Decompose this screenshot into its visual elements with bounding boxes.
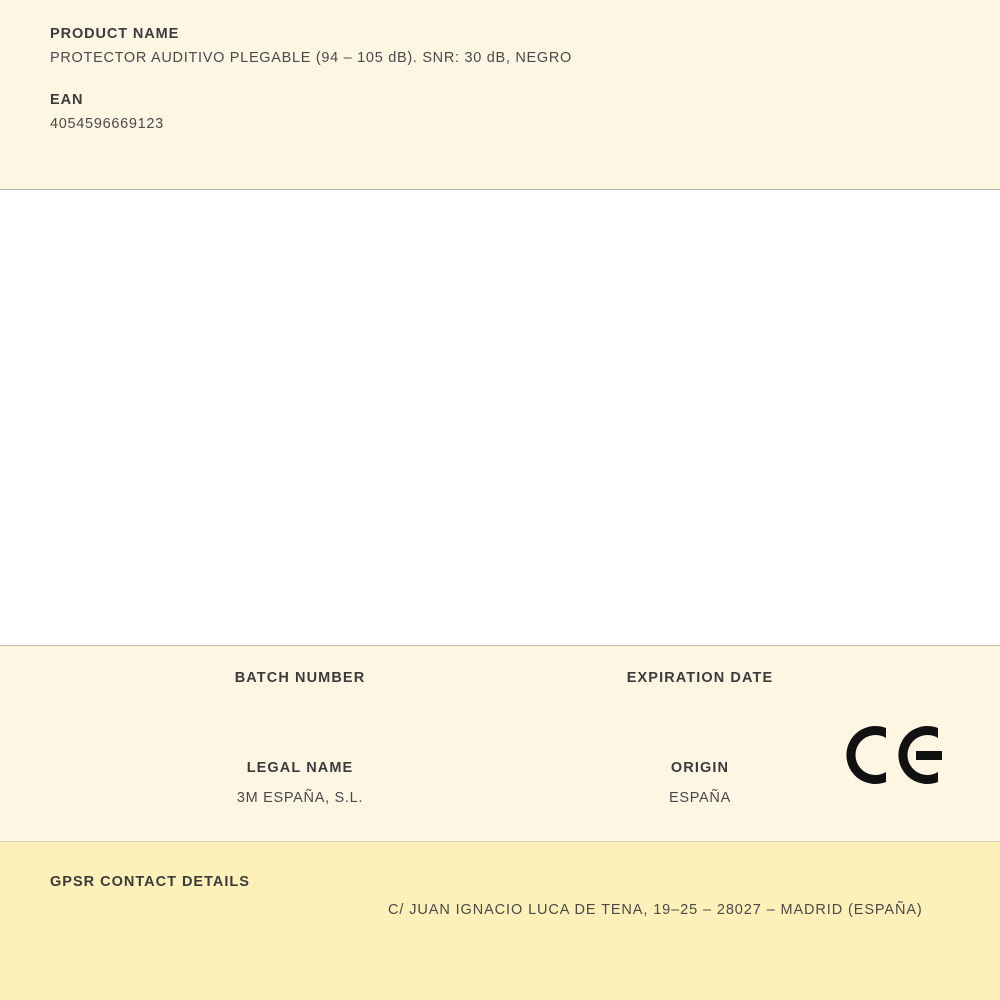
- gpsr-contact-label: GPSR CONTACT DETAILS: [50, 874, 250, 890]
- blank-content-area: [0, 190, 1000, 646]
- product-header-section: [0, 0, 1000, 190]
- ean-label: EAN: [50, 92, 84, 108]
- legal-name-value: 3M ESPAÑA, S.L.: [236, 790, 364, 806]
- ean-value: 4054596669123: [50, 116, 164, 132]
- ean-group: [50, 92, 950, 132]
- gpsr-contact-address: C/ JUAN IGNACIO LUCA DE TENA, 19–25 – 28027 – MADRID (ESPAÑA): [388, 902, 923, 918]
- batch-number-label: BATCH NUMBER: [234, 670, 366, 686]
- product-name-label: PRODUCT NAME: [50, 26, 180, 42]
- product-name-group: [50, 26, 950, 66]
- origin-group: [550, 760, 850, 806]
- origin-label: ORIGIN: [670, 760, 730, 776]
- legal-name-label: LEGAL NAME: [246, 760, 354, 776]
- product-name-value: PROTECTOR AUDITIVO PLEGABLE (94 – 105 dB). SNR: 30 dB, NEGRO: [50, 50, 573, 66]
- ce-mark-icon: [846, 724, 942, 786]
- product-details-section: [0, 646, 1000, 842]
- gpsr-section: [0, 842, 1000, 1000]
- legal-name-group: [150, 760, 450, 806]
- origin-value: ESPAÑA: [669, 790, 731, 806]
- expiration-date-label: EXPIRATION DATE: [626, 670, 774, 686]
- batch-number-group: [150, 670, 450, 700]
- expiration-date-group: [550, 670, 850, 700]
